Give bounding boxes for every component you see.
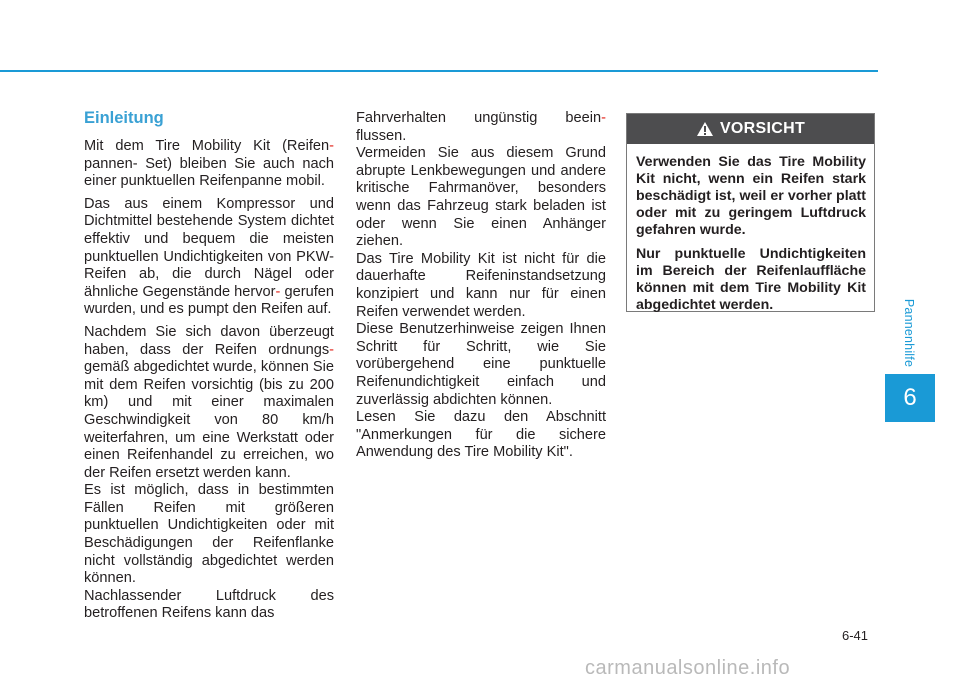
paragraph: Vermeiden Sie aus diesem Grund abrupte Lenkbewegungen und andere kritische Fahrmanöver, besonders wenn das Fahrzeug stark beladen ist oder wenn Sie einen Anhänger ziehen. xyxy=(356,145,606,250)
hyphen-mark: - xyxy=(329,138,334,154)
paragraph xyxy=(84,324,334,482)
section-heading: Einleitung xyxy=(84,109,164,127)
warning-triangle-icon xyxy=(696,121,714,137)
paragraph-text: pannen- Set) bleiben Sie auch nach einer punktuellen Reifenpanne mobil. xyxy=(84,155,334,190)
section-label-text: Pannenhilfe xyxy=(902,298,916,368)
paragraph xyxy=(84,138,334,191)
hyphen-mark: - xyxy=(329,341,334,358)
paragraph xyxy=(356,110,606,145)
paragraph: Lesen Sie dazu den Abschnitt "Anmerkungen für die sichere Anwendung des Tire Mobility Kit". xyxy=(356,409,606,461)
caution-title: VORSICHT xyxy=(719,120,806,137)
paragraph: Es ist möglich, dass in bestimmten Fällen Reifen mit größeren punktuellen Undichtigkeiten oder mit Beschädigungen der Reifenflanke nicht vollständig abgedichtet werden können. xyxy=(84,482,334,587)
section-side-label xyxy=(902,298,916,368)
paragraph-text: Fahrverhalten ungünstig beein xyxy=(356,110,602,126)
caution-box xyxy=(626,113,875,312)
paragraph-text: flussen. xyxy=(356,127,407,144)
top-rule xyxy=(0,70,878,72)
paragraph-text: Mit dem Tire Mobility Kit (Reifen xyxy=(84,138,330,154)
page-number: 6-41 xyxy=(842,628,869,643)
paragraph-text: Das aus einem Kompressor und Dichtmittel bestehende System dichtet effektiv und bequem die meisten punktuellen Undichtigkeiten von PKW-Reifen ab, die durch Nägel oder ähnliche Gegenstände hervor xyxy=(84,195,334,300)
chapter-tab xyxy=(885,374,935,422)
paragraph-text: gerufen wurden, und es pumpt den Reifen auf. xyxy=(84,283,334,318)
text-column-2 xyxy=(356,110,606,462)
paragraph-text: gemäß abgedichtet wurde, können Sie mit dem Reifen vorsichtig (bis zu 200 km) und mit einer maximalen Geschwindigkeit von 80 km/h weiterfahren, um eine Werkstatt oder einen Reifenhandel zu erreichen, wo der Reifen ersetzt werden kann. xyxy=(84,359,334,481)
caution-paragraph: Verwenden Sie das Tire Mobility Kit nicht, wenn ein Reifen stark beschädigt ist, weil er vorher platt oder mit zu geringem Luftdruck gefahren wurde. xyxy=(636,154,866,238)
paragraph: Diese Benutzerhinweise zeigen Ihnen Schritt für Schritt, wie Sie vorübergehend eine punktuelle Reifenundichtigkeit einfach und zuverlässig abdichten können. xyxy=(356,321,606,408)
caution-body xyxy=(627,144,874,314)
caution-paragraph: Nur punktuelle Undichtigkeiten im Bereich der Reifenlauffläche können mit dem Tire Mobility Kit abgedichtet werden. xyxy=(636,246,866,313)
text-column-1 xyxy=(84,108,334,623)
paragraph-text: Nachdem Sie sich davon überzeugt haben, dass der Reifen ordnungs xyxy=(84,323,334,358)
paragraph xyxy=(84,196,334,319)
hyphen-mark: - xyxy=(601,110,606,126)
hyphen-mark: - xyxy=(275,283,281,300)
caution-header xyxy=(627,114,874,144)
paragraph: Das Tire Mobility Kit ist nicht für die dauerhafte Reifeninstandsetzung konzipiert und kann nur für einen Reifen verwendet werden. xyxy=(356,250,606,320)
paragraph: Nachlassender Luftdruck des betroffenen Reifens kann das xyxy=(84,587,334,622)
watermark: carmanualsonline.info xyxy=(585,657,791,679)
chapter-number: 6 xyxy=(903,384,917,411)
